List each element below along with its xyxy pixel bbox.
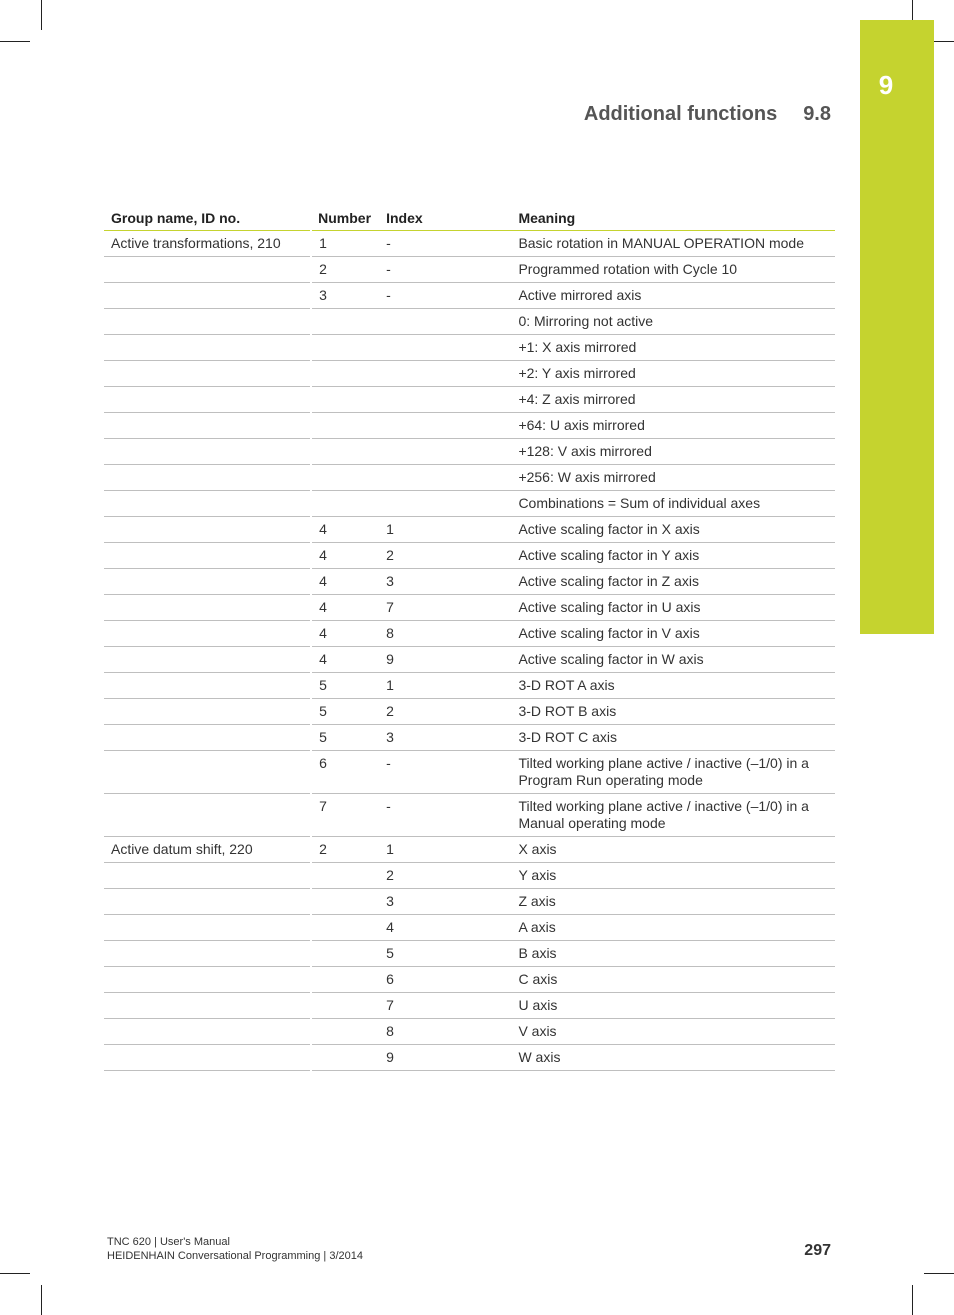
cell-group-name: [104, 863, 311, 889]
cell-group-name: [104, 283, 311, 309]
cell-group-name: [104, 699, 311, 725]
table-row: [104, 1019, 835, 1045]
cell-group-name: [104, 439, 311, 465]
cell-meaning: 0: Mirroring not active: [511, 309, 835, 335]
section-title: Additional functions: [583, 103, 778, 125]
parameter-table: [104, 208, 835, 1071]
cell-group-name: [104, 361, 311, 387]
cell-meaning: 3-D ROT A axis: [511, 673, 835, 699]
cell-number: 3: [311, 283, 379, 309]
cell-index: 9: [379, 1045, 511, 1071]
cell-index: 7: [379, 993, 511, 1019]
cell-group-name: [104, 725, 311, 751]
cell-number: [311, 465, 379, 491]
cell-meaning: Active scaling factor in Y axis: [511, 543, 835, 569]
cell-number: 5: [311, 725, 379, 751]
chapter-tab: [860, 20, 934, 634]
cell-meaning: Active mirrored axis: [511, 283, 835, 309]
cell-group-name: [104, 257, 311, 283]
cell-group-name: [104, 1045, 311, 1071]
cell-number: 4: [311, 569, 379, 595]
cell-number: [311, 863, 379, 889]
column-header-number: Number: [311, 208, 379, 231]
cell-index: 8: [379, 1019, 511, 1045]
cell-index: 1: [379, 517, 511, 543]
cell-number: 1: [311, 231, 379, 257]
cell-index: [379, 387, 511, 413]
table-row: [104, 413, 835, 439]
table-row: [104, 257, 835, 283]
cell-index: 3: [379, 725, 511, 751]
cell-meaning: +1: X axis mirrored: [511, 335, 835, 361]
table-row: [104, 491, 835, 517]
crop-mark: [912, 1285, 913, 1315]
cell-index: 2: [379, 543, 511, 569]
cell-index: -: [379, 231, 511, 257]
cell-index: 1: [379, 673, 511, 699]
cell-index: 7: [379, 595, 511, 621]
cell-number: 5: [311, 699, 379, 725]
cell-index: [379, 439, 511, 465]
cell-index: -: [379, 751, 511, 794]
cell-meaning: V axis: [511, 1019, 835, 1045]
cell-number: 4: [311, 647, 379, 673]
cell-meaning: Active scaling factor in V axis: [511, 621, 835, 647]
table-row: [104, 673, 835, 699]
cell-group-name: [104, 941, 311, 967]
page-number: 297: [804, 1242, 831, 1259]
table-row: [104, 543, 835, 569]
cell-group-name: [104, 993, 311, 1019]
cell-number: 7: [311, 794, 379, 837]
cell-index: 4: [379, 915, 511, 941]
cell-group-name: [104, 647, 311, 673]
table-row: [104, 309, 835, 335]
cell-index: 3: [379, 569, 511, 595]
cell-meaning: U axis: [511, 993, 835, 1019]
table-row: [104, 1045, 835, 1071]
cell-meaning: +128: V axis mirrored: [511, 439, 835, 465]
table-row: [104, 941, 835, 967]
table-row: [104, 751, 835, 794]
cell-meaning: W axis: [511, 1045, 835, 1071]
crop-mark: [0, 1273, 30, 1274]
cell-index: 2: [379, 699, 511, 725]
footer-subtitle: HEIDENHAIN Conversational Programming | 3/2014: [107, 1250, 363, 1262]
table-row: [104, 283, 835, 309]
table-body: [104, 231, 835, 1071]
cell-meaning: Active scaling factor in Z axis: [511, 569, 835, 595]
cell-group-name: [104, 491, 311, 517]
cell-meaning: Programmed rotation with Cycle 10: [511, 257, 835, 283]
cell-index: [379, 335, 511, 361]
table-row: [104, 915, 835, 941]
cell-group-name: [104, 751, 311, 794]
table-row: [104, 439, 835, 465]
table-row: [104, 837, 835, 863]
cell-meaning: Active scaling factor in X axis: [511, 517, 835, 543]
cell-index: [379, 465, 511, 491]
cell-group-name: [104, 569, 311, 595]
cell-meaning: Combinations = Sum of individual axes: [511, 491, 835, 517]
cell-number: [311, 309, 379, 335]
cell-index: 3: [379, 889, 511, 915]
cell-group-name: [104, 595, 311, 621]
cell-index: -: [379, 794, 511, 837]
cell-group-name: [104, 1019, 311, 1045]
cell-number: [311, 361, 379, 387]
cell-number: [311, 491, 379, 517]
table-row: [104, 231, 835, 257]
cell-group-name: [104, 309, 311, 335]
footer: [107, 1235, 363, 1263]
table-row: [104, 465, 835, 491]
column-header-index: Index: [379, 208, 511, 231]
table-row: [104, 595, 835, 621]
column-header-meaning: Meaning: [511, 208, 835, 231]
table-header-row: [104, 208, 835, 231]
cell-group-name: [104, 543, 311, 569]
cell-number: [311, 993, 379, 1019]
cell-number: 4: [311, 621, 379, 647]
crop-mark: [934, 41, 954, 42]
cell-number: 6: [311, 751, 379, 794]
cell-index: 6: [379, 967, 511, 993]
cell-index: [379, 413, 511, 439]
cell-meaning: Tilted working plane active / inactive (–1/0) in a Program Run operating mode: [511, 751, 835, 794]
table-row: [104, 794, 835, 837]
cell-meaning: Z axis: [511, 889, 835, 915]
table-row: [104, 725, 835, 751]
cell-group-name: [104, 967, 311, 993]
cell-meaning: A axis: [511, 915, 835, 941]
cell-meaning: X axis: [511, 837, 835, 863]
cell-group-name: [104, 517, 311, 543]
cell-group-name: [104, 465, 311, 491]
cell-index: 1: [379, 837, 511, 863]
cell-group-name: [104, 413, 311, 439]
cell-number: 2: [311, 837, 379, 863]
cell-index: [379, 491, 511, 517]
crop-mark: [41, 1285, 42, 1315]
crop-mark: [0, 41, 30, 42]
cell-meaning: 3-D ROT C axis: [511, 725, 835, 751]
cell-number: [311, 439, 379, 465]
cell-index: -: [379, 283, 511, 309]
cell-group-name: [104, 915, 311, 941]
crop-mark: [41, 0, 42, 30]
cell-group-name: [104, 335, 311, 361]
cell-number: 4: [311, 595, 379, 621]
cell-group-name: [104, 794, 311, 837]
table-row: [104, 889, 835, 915]
column-header-group: Group name, ID no.: [104, 208, 311, 231]
cell-group-name: [104, 387, 311, 413]
table-row: [104, 361, 835, 387]
cell-number: [311, 335, 379, 361]
cell-group-name: [104, 621, 311, 647]
cell-index: 9: [379, 647, 511, 673]
cell-meaning: Tilted working plane active / inactive (–1/0) in a Manual operating mode: [511, 794, 835, 837]
cell-index: 5: [379, 941, 511, 967]
cell-number: [311, 387, 379, 413]
crop-mark: [912, 0, 913, 20]
cell-meaning: Basic rotation in MANUAL OPERATION mode: [511, 231, 835, 257]
cell-meaning: Active scaling factor in U axis: [511, 595, 835, 621]
cell-number: 4: [311, 517, 379, 543]
cell-number: [311, 967, 379, 993]
cell-group-name: Active datum shift, 220: [104, 837, 311, 863]
cell-index: -: [379, 257, 511, 283]
cell-index: 2: [379, 863, 511, 889]
cell-number: [311, 941, 379, 967]
table-row: [104, 967, 835, 993]
cell-meaning: +4: Z axis mirrored: [511, 387, 835, 413]
cell-number: 4: [311, 543, 379, 569]
cell-group-name: [104, 889, 311, 915]
table-row: [104, 621, 835, 647]
table-row: [104, 335, 835, 361]
table-row: [104, 699, 835, 725]
table-row: [104, 517, 835, 543]
cell-number: [311, 413, 379, 439]
cell-meaning: +256: W axis mirrored: [511, 465, 835, 491]
table-row: [104, 569, 835, 595]
cell-index: [379, 309, 511, 335]
table-row: [104, 647, 835, 673]
cell-number: [311, 889, 379, 915]
cell-meaning: Active scaling factor in W axis: [511, 647, 835, 673]
cell-number: [311, 915, 379, 941]
table-row: [104, 863, 835, 889]
table-row: [104, 993, 835, 1019]
cell-meaning: 3-D ROT B axis: [511, 699, 835, 725]
cell-meaning: +2: Y axis mirrored: [511, 361, 835, 387]
cell-meaning: C axis: [511, 967, 835, 993]
section-number: 9.8: [803, 103, 831, 125]
cell-number: 2: [311, 257, 379, 283]
cell-meaning: +64: U axis mirrored: [511, 413, 835, 439]
cell-meaning: B axis: [511, 941, 835, 967]
table-row: [104, 387, 835, 413]
cell-index: [379, 361, 511, 387]
cell-group-name: Active transformations, 210: [104, 231, 311, 257]
cell-number: [311, 1045, 379, 1071]
cell-meaning: Y axis: [511, 863, 835, 889]
cell-number: [311, 1019, 379, 1045]
cell-number: 5: [311, 673, 379, 699]
cell-group-name: [104, 673, 311, 699]
cell-index: 8: [379, 621, 511, 647]
footer-manual-title: TNC 620 | User's Manual: [107, 1236, 230, 1248]
chapter-number: 9: [878, 70, 894, 100]
crop-mark: [924, 1273, 954, 1274]
section-header: [584, 103, 831, 126]
